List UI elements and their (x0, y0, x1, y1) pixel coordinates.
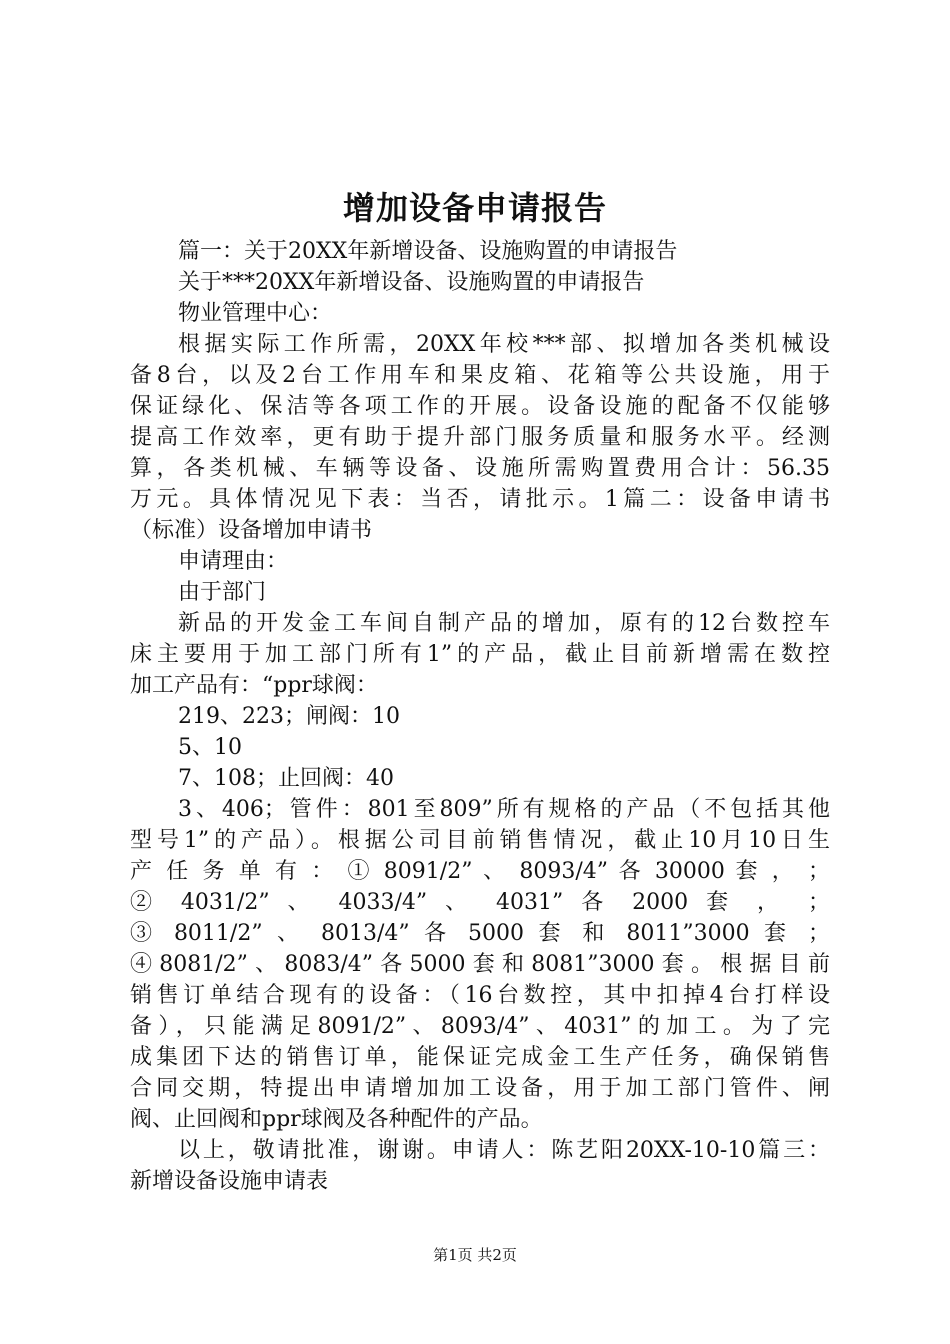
body-line: 以上，敬请批准，谢谢。申请人：陈艺阳20XX-10-10篇三： (178, 1138, 830, 1163)
body-line: ③ 8011/2” 、 8013/4” 各 5000 套 和 8011”3000 套 ； (130, 921, 830, 946)
body-line: 产 任 务 单 有 ： ① 8091/2” 、 8093/4” 各 30000 套 ， ； (130, 859, 830, 884)
body-line: 新增设备设施申请表 (130, 1169, 329, 1194)
body-line: 算，各类机械、车辆等设备、设施所需购置费用合计：56.35 (130, 456, 830, 481)
body-line: 保证绿化、保洁等各项工作的开展。设备设施的配备不仅能够 (130, 394, 830, 419)
body-line: 加工产品有：“ppr球阀： (130, 673, 378, 698)
body-line: 根据实际工作所需，20XX年校***部、拟增加各类机械设 (178, 332, 830, 357)
body-line: 219、223；闸阀：10 (178, 704, 400, 729)
body-line: 5、10 (178, 735, 242, 760)
body-line: 申请理由： (178, 549, 289, 574)
body-line: 提高工作效率，更有助于提升部门服务质量和服务水平。经测 (130, 425, 830, 450)
document-title: 增加设备申请报告 (342, 189, 607, 227)
body-line: 3、406；管件：801至809”所有规格的产品（不包括其他 (178, 797, 830, 822)
body-line: 物业管理中心： (178, 301, 333, 326)
body-line: 销售订单结合现有的设备：（16台数控，其中扣掉4台打样设 (130, 983, 830, 1008)
document-body (130, 236, 830, 1197)
body-line: 7、108；止回阀：40 (178, 766, 394, 791)
body-line: ④8081/2”、8083/4”各5000套和8081”3000套。根据目前 (130, 952, 830, 977)
body-line: 新品的开发金工车间自制产品的增加，原有的12台数控车 (178, 611, 830, 636)
body-line: 篇一：关于20XX年新增设备、设施购置的申请报告 (178, 239, 678, 264)
body-line: 阀、止回阀和ppr球阀及各种配件的产品。 (130, 1107, 543, 1132)
body-line: 备），只能满足8091/2”、8093/4”、4031”的加工。为了完 (130, 1014, 830, 1039)
body-line: （标准）设备增加申请书 (130, 518, 373, 543)
body-line: 备8台，以及2台工作用车和果皮箱、花箱等公共设施，用于 (130, 363, 830, 388)
body-line: 成集团下达的销售订单，能保证完成金工生产任务，确保销售 (130, 1045, 830, 1070)
body-line: ② 4031/2” 、 4033/4” 、 4031” 各 2000 套 ， ； (130, 890, 830, 915)
body-line: 床主要用于加工部门所有1”的产品，截止目前新增需在数控 (130, 642, 830, 667)
body-line: 关于***20XX年新增设备、设施购置的申请报告 (178, 270, 645, 295)
body-line: 由于部门 (178, 580, 267, 605)
body-line: 万元。具体情况见下表：当否，请批示。1篇二：设备申请书 (130, 487, 830, 512)
body-line: 型号1”的产品）。根据公司目前销售情况，截止10月10日生 (130, 828, 830, 853)
body-line: 合同交期，特提出申请增加加工设备，用于加工部门管件、闸 (130, 1076, 830, 1101)
page-footer: 第1页 共2页 (433, 1246, 517, 1264)
